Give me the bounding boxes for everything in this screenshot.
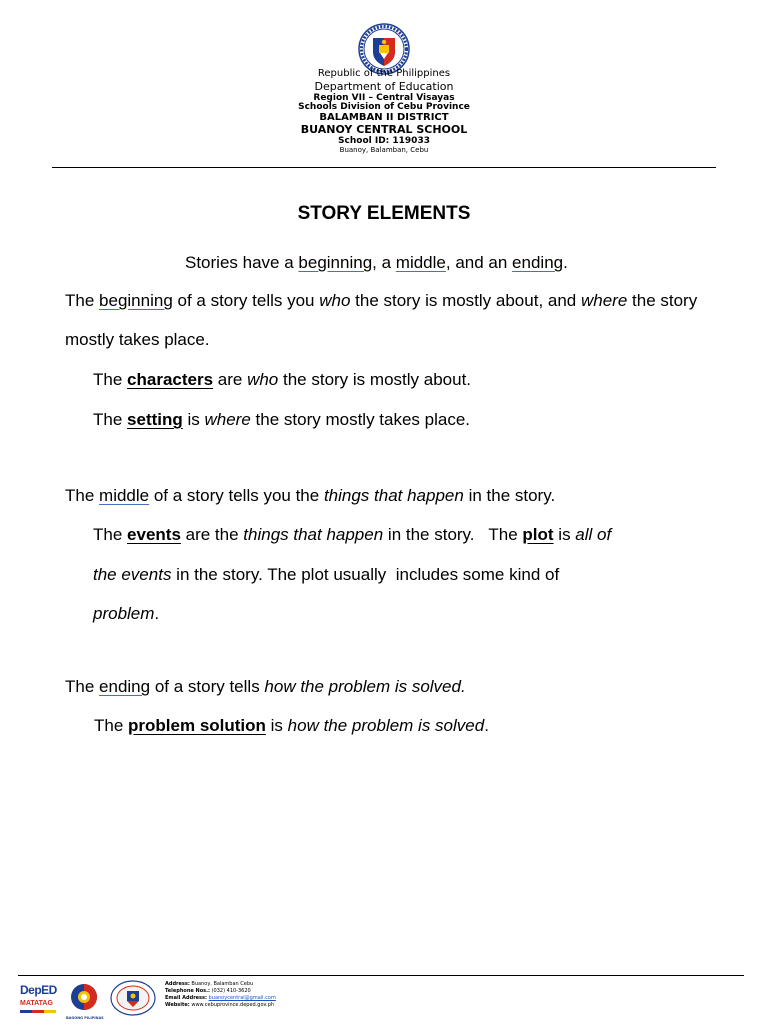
page-title: STORY ELEMENTS [297,203,471,224]
middle-paragraph: The middle of a story tells you the things that happen in the story. [65,486,556,505]
term-beginning: beginning [99,291,173,310]
header-district: BALAMBAN II DISTRICT [319,112,449,123]
header-divider [52,167,716,168]
school-seal-logo [110,980,156,1016]
setting-definition: The setting is where the story mostly takes place. [93,410,471,429]
header-division: Schools Division of Cebu Province [298,102,470,112]
term-middle: middle [99,486,150,505]
footer-email: Email Address: buanoycentral@gmail.com [165,995,276,1001]
footer-divider [18,975,744,976]
keyword-events: events [127,525,181,544]
footer-telephone: Telephone Nos.: (032) 410-3620 [165,988,251,994]
keyword-problem-solution: problem solution [128,716,266,735]
footer-website: Website: www.cebuprovince.deped.gov.ph [165,1002,275,1008]
solution-definition: The problem solution is how the problem is solved. [94,716,489,735]
term-ending: ending [99,677,151,696]
bagong-pilipinas-logo: BAGONG PILIPINAS [66,983,102,1019]
footer-contact [165,981,276,1009]
term-ending: ending [512,253,564,272]
header-school-name: BUANOY CENTRAL SCHOOL [300,123,468,136]
keyword-characters: characters [127,370,214,389]
deped-matatag-logo: DepED MATATAG [20,984,60,1018]
header-republic: Republic of the Philippines [317,68,451,79]
header-region: Region VII – Central Visayas [313,93,455,103]
header-school-address: Buanoy, Balamban, Cebu [339,146,429,154]
beginning-paragraph: The beginning of a story tells you who the story is mostly about, and where the story [65,291,698,310]
email-link[interactable]: buanoycentral@gmail.com [208,995,276,1001]
header-school-id: School ID: 119033 [338,136,430,146]
header-department: Department of Education [314,80,454,93]
intro-paragraph: Stories have a beginning, a middle, and an ending. [185,253,568,272]
term-beginning: beginning [298,253,373,272]
flag-stripe [20,1010,56,1013]
keyword-plot: plot [522,525,554,544]
keyword-setting: setting [127,410,183,429]
beginning-paragraph-line2: mostly takes place. [65,330,210,349]
events-definition: The events are the things that happen in the story. The plot is all of [93,525,612,544]
events-definition-line2: the events in the story. The plot usually includes some kind of [93,565,560,584]
ending-paragraph: The ending of a story tells how the problem is solved. [65,677,466,696]
events-definition-line3: problem. [93,604,160,623]
characters-definition: The characters are who the story is mostly about. [93,370,472,389]
footer-address: Address: Buanoy, Balamban Cebu [165,981,254,987]
term-middle: middle [395,253,446,272]
